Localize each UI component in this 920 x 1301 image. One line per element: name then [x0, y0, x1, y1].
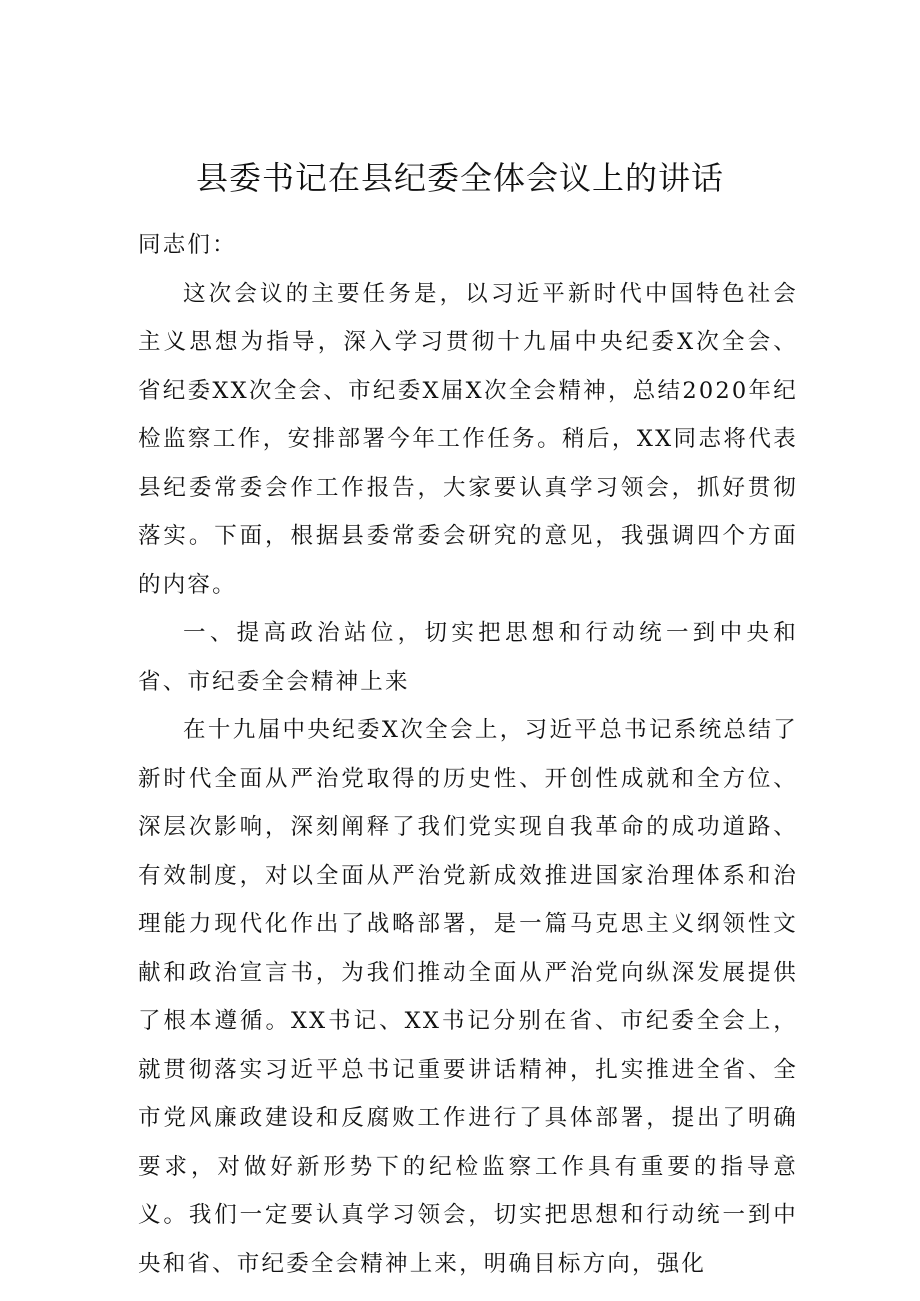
salutation: 同志们： — [138, 232, 237, 258]
document-title: 县委书记在县纪委全体会议上的讲话 — [195, 159, 724, 197]
paragraph-intro: 这次会议的主要任务是，以习近平新时代中国特色社会主义思想为指导，深入学习贯彻十九届中央纪委X次全会、省纪委XX次全会、市纪委X届X次全会精神，总结2020年纪检监察工作，安排部署今年工作任务。稍后，XX同志将代表县纪委常委会作工作报告，大家要认真学习领会，抓好贯彻落实。下面，根据县委常委会研究的意见，我强调四个方面的内容。 — [138, 280, 798, 598]
paragraph-section-1: 在十九届中央纪委X次全会上，习近平总书记系统总结了新时代全面从严治党取得的历史性、开创性成就和全方位、深层次影响，深刻阐释了我们党实现自我革命的成功道路、有效制度，对以全面从严治党新成效推进国家治理体系和治理能力现代化作出了战略部署，是一篇马克思主义纲领性文献和政治宣言书，为我们推动全面从严治党向纵深发展提供了根本遵循。XX书记、XX书记分别在省、市纪委全会上，就贯彻落实习近平总书记重要讲话精神，扎实推进全省、全市党风廉政建设和反腐败工作进行了具体部署，提出了明确要求，对做好新形势下的纪检监察工作具有重要的指导意义。我们一定要认真学习领会，切实把思想和行动统一到中央和省、市纪委全会精神上来，明确目标方向，强化 — [138, 717, 798, 1277]
document-body — [138, 221, 798, 1288]
section-heading-1: 一、提高政治站位，切实把思想和行动统一到中央和省、市纪委全会精神上来 — [138, 620, 798, 695]
